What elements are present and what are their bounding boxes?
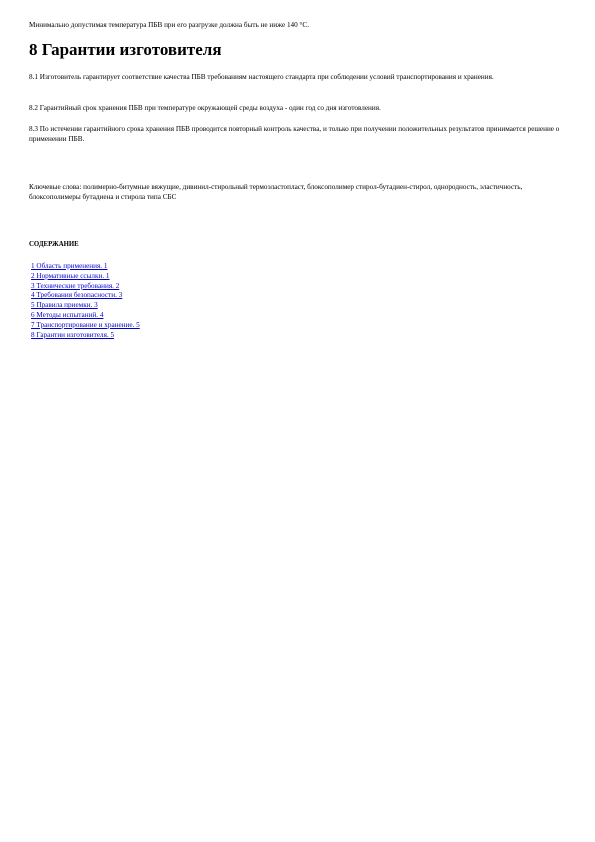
paragraph-8-3: 8.3 По истечении гарантийного срока хранения ПБВ проводится повторный контроль качества, и только при получении положительных результатов принимается решение о применении ПБВ. xyxy=(29,125,560,143)
toc-item xyxy=(31,331,140,341)
toc-item xyxy=(31,282,140,292)
table-of-contents xyxy=(31,262,140,340)
toc-link-6[interactable]: 6 Методы испытаний. 4 xyxy=(31,310,104,319)
toc-item xyxy=(31,311,140,321)
toc-link-3[interactable]: 3 Технические требования. 2 xyxy=(31,281,120,290)
toc-link-2[interactable]: 2 Нормативные ссылки. 1 xyxy=(31,271,110,280)
toc-link-5[interactable]: 5 Правила приемки. 3 xyxy=(31,301,98,310)
toc-heading: СОДЕРЖАНИЕ xyxy=(29,241,79,248)
toc-link-7[interactable]: 7 Транспортирование и хранение. 5 xyxy=(31,320,140,329)
paragraph-8-2: 8.2 Гарантийный срок хранения ПБВ при температуре окружающей среды воздуха - один год со дня изготовления. xyxy=(29,104,381,112)
toc-item xyxy=(31,301,140,311)
toc-item xyxy=(31,291,140,301)
toc-link-4[interactable]: 4 Требования безопасности. 3 xyxy=(31,291,123,300)
keywords-paragraph: Ключевые слова: полимерно-битумные вяжущие, дивинил-стирольный термоэластопласт, блоксополимер стирол-бутадиен-стирол, однородность, эластичность, блоксополимеры бутадиена и стирола типа СБС xyxy=(29,183,523,201)
section-heading: 8 Гарантии изготовителя xyxy=(29,40,222,59)
toc-item xyxy=(31,262,140,272)
toc-item xyxy=(31,272,140,282)
intro-paragraph: Минимально допустимая температура ПБВ при его разгрузке должна быть не ниже 140 °С. xyxy=(29,21,309,29)
toc-link-1[interactable]: 1 Область применения. 1 xyxy=(31,262,108,270)
toc-link-8[interactable]: 8 Гарантии изготовителя. 5 xyxy=(31,330,115,339)
toc-item xyxy=(31,321,140,331)
paragraph-8-1: 8.1 Изготовитель гарантирует соответствие качества ПБВ требованиям настоящего стандарта при соблюдении условий транспортирования и хранения. xyxy=(29,73,494,81)
